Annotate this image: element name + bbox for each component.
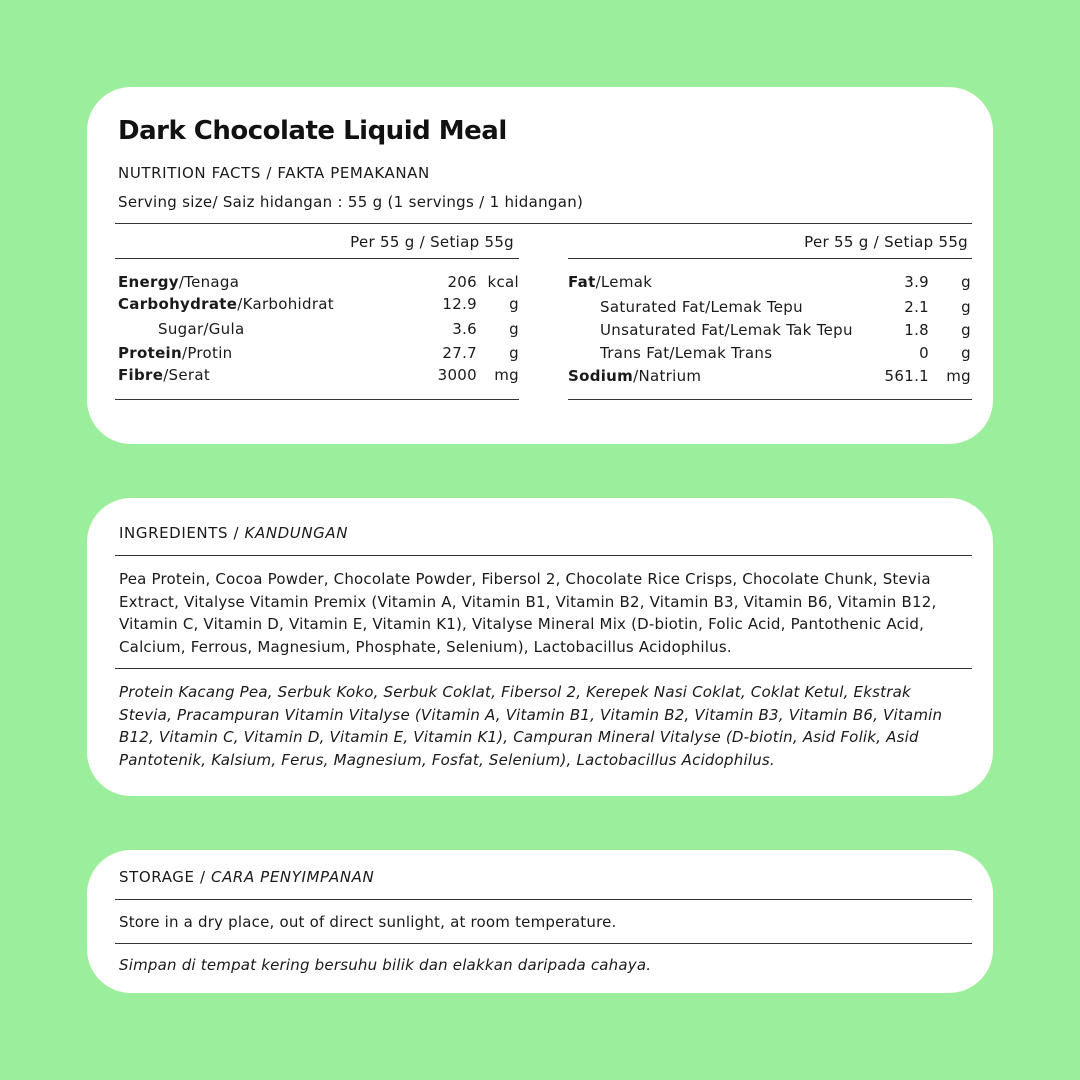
nutrient-row (568, 367, 971, 387)
nutrient-unit: g (509, 320, 519, 338)
storage-malay: Simpan di tempat kering bersuhu bilik dan elakkan daripada cahaya. (119, 956, 652, 974)
ingredients-malay: Protein Kacang Pea, Serbuk Koko, Serbuk Coklat, Fibersol 2, Kerepek Nasi Coklat, Coklat Ketul, Ekstrak Stevia, Pracampuran Vitamin Vitalyse (Vitamin A, Vitamin B1, Vitamin B2, Vitamin B3, Vitamin B6, Vitamin B12, Vitamin C, Vitamin D, Vitamin E, Vitamin K1), Campuran Mineral Vitalyse (D-biotin, Asid Folik, Asid Pantotenik, Kalsium, Ferus, Magnesium, Fosfat, Selenium), Lactobacillus Acidophilus. (119, 683, 943, 770)
nutrient-name: /Natrium (633, 367, 702, 385)
nutrient-unit: g (961, 298, 971, 316)
nutrient-label (568, 273, 652, 291)
storage-english: Store in a dry place, out of direct sunlight, at room temperature. (119, 913, 617, 931)
ingredients-card (87, 498, 993, 796)
divider (568, 399, 972, 400)
nutrient-name-bold: Carbohydrate (118, 295, 238, 313)
nutrient-unit: mg (946, 367, 971, 385)
nutrient-label (118, 295, 334, 313)
nutrient-name: /Protin (181, 344, 233, 362)
ingredients-heading (119, 524, 348, 542)
nutrient-row (568, 298, 971, 318)
nutrient-value: 206 (447, 273, 477, 291)
nutrient-name-bold: Fat (568, 273, 596, 291)
divider (115, 258, 519, 259)
table-header-left: Per 55 g / Setiap 55g (350, 233, 514, 251)
storage-heading-text: STORAGE / (119, 868, 211, 886)
nutrient-unit: g (961, 321, 971, 339)
nutrient-value: 0 (919, 344, 929, 362)
nutrient-name-bold: Sodium (568, 367, 634, 385)
nutrient-unit: mg (494, 366, 519, 384)
nutrient-unit: g (509, 295, 519, 313)
nutrient-value: 1.8 (904, 321, 929, 339)
nutrient-row (118, 295, 519, 315)
nutrient-row (118, 344, 519, 364)
nutrient-name: /Lemak (595, 273, 653, 291)
nutrient-row (118, 320, 519, 340)
divider (115, 899, 972, 900)
nutrient-label (568, 367, 701, 385)
nutrition-facts-heading: NUTRITION FACTS / FAKTA PEMAKANAN (118, 164, 430, 182)
nutrition-facts-card (87, 87, 993, 444)
nutrient-name-bold: Fibre (118, 366, 164, 384)
nutrient-row (568, 273, 971, 293)
serving-size: Serving size/ Saiz hidangan : 55 g (1 servings / 1 hidangan) (118, 193, 584, 211)
nutrient-label (600, 321, 853, 339)
nutrient-name-bold: Protein (118, 344, 182, 362)
nutrient-value: 12.9 (442, 295, 477, 313)
nutrition-rows-left (118, 273, 519, 393)
nutrient-label (118, 366, 210, 384)
nutrient-value: 3.6 (452, 320, 477, 338)
ingredients-english: Pea Protein, Cocoa Powder, Chocolate Powder, Fibersol 2, Chocolate Rice Crisps, Chocolate Chunk, Stevia Extract, Vitalyse Vitamin Premix (Vitamin A, Vitamin B1, Vitamin B2, Vitamin B3, Vitamin B6, Vitamin B12, Vitamin C, Vitamin D, Vitamin E, Vitamin K1), Vitalyse Mineral Mix (D-biotin, Folic Acid, Pantothenic Acid, Calcium, Ferrous, Magnesium, Phosphate, Selenium), Lactobacillus Acidophilus. (119, 570, 937, 657)
storage-heading (119, 868, 374, 886)
nutrient-unit: g (961, 273, 971, 291)
divider (115, 399, 519, 400)
nutrient-label (158, 320, 244, 338)
ingredients-heading-text: INGREDIENTS / (119, 524, 245, 542)
nutrition-rows-right (568, 273, 971, 393)
product-title: Dark Chocolate Liquid Meal (118, 116, 507, 146)
divider (115, 223, 972, 224)
nutrient-name-bold: Energy (118, 273, 179, 291)
nutrient-unit: kcal (487, 273, 519, 291)
nutrient-unit: g (509, 344, 519, 362)
storage-card (87, 850, 993, 993)
nutrient-name: Saturated Fat/Lemak Tepu (600, 298, 803, 316)
storage-heading-italic: CARA PENYIMPANAN (211, 868, 375, 886)
nutrient-name: /Tenaga (178, 273, 240, 291)
nutrient-value: 2.1 (904, 298, 929, 316)
nutrient-row (118, 366, 519, 386)
nutrient-label (118, 344, 232, 362)
nutrient-value: 27.7 (442, 344, 477, 362)
divider (115, 668, 972, 669)
nutrient-value: 561.1 (884, 367, 929, 385)
nutrient-row (568, 344, 971, 364)
nutrient-name: Trans Fat/Lemak Trans (600, 344, 773, 362)
divider (568, 258, 972, 259)
table-header-right: Per 55 g / Setiap 55g (804, 233, 968, 251)
nutrient-value: 3000 (437, 366, 477, 384)
nutrient-row (118, 273, 519, 293)
nutrient-name: /Serat (163, 366, 211, 384)
divider (115, 943, 972, 944)
nutrient-label (600, 344, 772, 362)
nutrient-row (568, 321, 971, 341)
nutrient-name: /Karbohidrat (237, 295, 334, 313)
divider (115, 555, 972, 556)
ingredients-heading-italic: KANDUNGAN (244, 524, 349, 542)
nutrient-unit: g (961, 344, 971, 362)
nutrient-label (118, 273, 239, 291)
nutrient-label (600, 298, 803, 316)
nutrient-value: 3.9 (904, 273, 929, 291)
nutrient-name: Unsaturated Fat/Lemak Tak Tepu (600, 321, 853, 339)
nutrient-name: Sugar/Gula (158, 320, 245, 338)
